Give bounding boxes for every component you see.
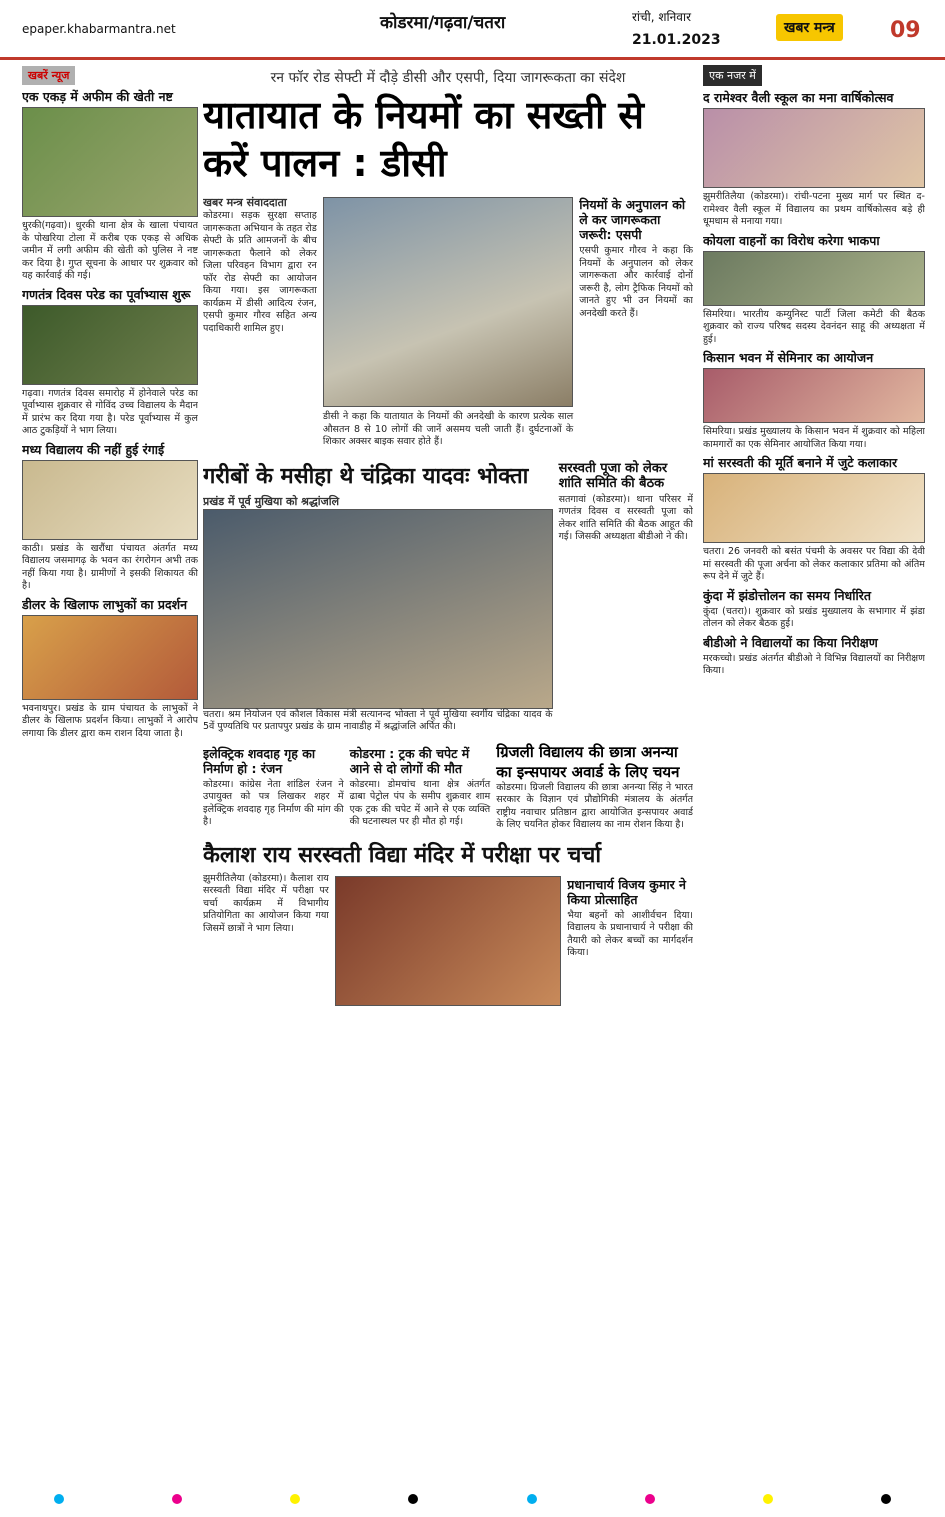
masthead xyxy=(0,0,945,60)
story-text: झुमरीतिलैया (कोडरमा)। कैलाश राय सरस्वती विद्या मंदिर में परीक्षा पर चर्चा कार्यक्रम में विभागीय प्रतियोगिता का आयोजन किया गया जिसमें छात्रों ने भाग लिया। xyxy=(203,872,329,934)
lead-headline[interactable]: यातायात के नियमों का सख्ती से करें पालन : डीसी xyxy=(203,93,644,185)
registration-dot xyxy=(290,1494,300,1504)
story-photo xyxy=(22,460,198,540)
registration-dot xyxy=(408,1494,418,1504)
registration-marks xyxy=(0,1489,945,1509)
story-text: डीसी ने कहा कि यातायात के नियमों की अनदेखी के कारण प्रत्येक साल औसतन 8 से 10 लोगों की जानें असमय चली जाती हैं। दुर्घटनाओं के शिकार अक्सर बाइक सवार होते हैं। xyxy=(322,411,574,447)
story-heading[interactable]: द रामेश्वर वैली स्कूल का मना वार्षिकोत्सव xyxy=(703,90,894,105)
story-text: सिमरिया। प्रखंड मुख्यालय के किसान भवन में शुक्रवार को महिला कामगारों का एक सेमिनार आयोजित किया गया। xyxy=(703,426,925,450)
registration-dot xyxy=(763,1494,773,1504)
edition-title: कोडरमा/गढ़वा/चतरा xyxy=(380,13,506,33)
story-heading[interactable]: डीलर के खिलाफ लाभुकों का प्रदर्शन xyxy=(22,596,188,612)
story-heading[interactable]: कुंदा में झंडोत्तोलन का समय निर्धारित xyxy=(703,587,871,603)
story-text: सिमरिया। भारतीय कम्युनिस्ट पार्टी जिला कमेटी की बैठक शुक्रवार को राज्य परिषद सदस्य देवनंदन साहू की अध्यक्षता में हुई। xyxy=(703,308,925,345)
story-text: गढ़वा। गणतंत्र दिवस समारोह में होनेवाले परेड का पूर्वाभ्यास शुक्रवार से गोविंद उच्च विद्यालय के मैदान में प्रारंभ कर दिया गया है। परेड पूर्वाभ्यास में कुल आठ टुकड़ियों ने भाग लिया। xyxy=(22,387,198,436)
story-photo xyxy=(203,509,553,709)
story-photo xyxy=(703,108,925,188)
city-day: रांची, शनिवार xyxy=(632,10,691,24)
story-heading[interactable]: किसान भवन में सेमिनार का आयोजन xyxy=(703,350,874,365)
registration-dot xyxy=(527,1494,537,1504)
story-text: मरकच्चो। प्रखंड अंतर्गत बीडीओ ने विभिन्न विद्यालयों का निरीक्षण किया। xyxy=(703,652,925,676)
story-text: कुंदा (चतरा)। शुक्रवार को प्रखंड मुख्यालय के सभागार में झंडा तोलन को लेकर बैठक हुई। xyxy=(703,605,925,629)
registration-dot xyxy=(645,1494,655,1504)
story-text: कोडरमा। डोमचांच थाना क्षेत्र अंतर्गत ढाबा पेट्रोल पंप के समीप शुक्रवार शाम एक ट्रक की चपेट में आने से एक व्यक्ति की घटनास्थल पर ही मौत हो गई। xyxy=(349,778,491,827)
story-text: काठी। प्रखंड के खरौंधा पंचायत अंतर्गत मध्य विद्यालय जसमागढ़ के भवन का रंगरोगन अभी तक नहीं किया गया है। ग्रामीणों ने इसकी शिकायत की है। xyxy=(22,542,198,591)
story-heading[interactable]: गरीबों के मसीहा थे चंद्रिका यादवः भोक्ता xyxy=(203,463,529,489)
story-heading[interactable]: कैलाश राय सरस्वती विद्या मंदिर में परीक्षा पर चर्चा xyxy=(203,842,602,868)
story-heading[interactable]: इलेक्ट्रिक शवदाह गृह का निर्माण हो : रंजन xyxy=(203,745,316,776)
brand-logo: खबर मन्त्र xyxy=(776,14,843,41)
story-heading[interactable]: कोडरमा : ट्रक की चपेट में आने से दो लोगों की मौत xyxy=(349,745,470,776)
issue-date: 21.01.2023 xyxy=(632,32,721,48)
story-photo xyxy=(335,876,561,1006)
section-label: खबरें न्यूज xyxy=(22,66,75,85)
story-subheading[interactable]: नियमों के अनुपालन को ले कर जागरूकता जरूरी: एसपी xyxy=(579,197,686,242)
story-text: धुरकी(गढ़वा)। धुरकी थाना क्षेत्र के खाला पंचायत के पोखरिया टोला में करीब एक एकड़ से अधिक जमीन में लगी अफीम की खेती को पुलिस ने नष्ट कर दिया है। गुप्त सूचना के आधार पर शुक्रवार को यह कार्रवाई की गई। xyxy=(22,220,198,281)
story-photo xyxy=(22,107,198,217)
story-heading[interactable]: मां सरस्वती की मूर्ति बनाने में जुटे कलाकार xyxy=(703,455,898,470)
byline: खबर मन्त्र संवाददाता xyxy=(203,196,287,209)
section-label: एक नजर में xyxy=(703,65,762,86)
story-heading[interactable]: बीडीओ ने विद्यालयों का किया निरीक्षण xyxy=(703,634,878,650)
story-photo xyxy=(703,473,925,543)
story-text: कोडरमा। ग्रिजली विद्यालय की छात्रा अनन्या सिंह ने भारत सरकार के विज्ञान एवं प्रौद्योगिकी मंत्रालय के अंतर्गत राष्ट्रीय नवाचार प्रतिष्ठान द्वारा आयोजित इन्सपायर अवार्ड के लिए चयनित होकर विद्यालय का नाम रोशन किया है। xyxy=(496,781,693,830)
story-heading[interactable]: सरस्वती पूजा को लेकर शांति समिति की बैठक xyxy=(558,460,668,491)
story-text: कोडरमा। कांग्रेस नेता शांडिल रंजन ने उपायुक्त को पत्र लिखकर शहर में इलेक्ट्रिक शवदाह गृह निर्माण की मांग की है। xyxy=(203,778,344,827)
story-text: चतरा। श्रम नियोजन एवं कौशल विकास मंत्री सत्यानन्द भोक्ता ने पूर्व मुखिया स्वर्गीय चंद्रिका यादव के 5वें पुण्यतिथि पर प्रतापपुर प्रखंड के ग्राम नावाडीह में श्रद्धांजलि अर्पित की। xyxy=(203,708,553,732)
story-text: भवनाथपुर। प्रखंड के ग्राम पंचायत के लाभुकों ने डीलर के खिलाफ प्रदर्शन किया। लाभुकों ने आरोप लगाया कि डीलर द्वारा कम राशन दिया जाता है। xyxy=(22,702,198,739)
story-photo xyxy=(703,251,925,306)
lead-photo xyxy=(323,197,573,407)
story-heading[interactable]: मध्य विद्यालय की नहीं हुई रंगाई xyxy=(22,441,165,457)
story-photo xyxy=(22,305,198,385)
story-heading[interactable]: एक एकड़ में अफीम की खेती नष्ट xyxy=(22,89,173,104)
story-subheading: प्रखंड में पूर्व मुखिया को श्रद्धांजलि xyxy=(203,494,340,508)
registration-dot xyxy=(54,1494,64,1504)
registration-dot xyxy=(172,1494,182,1504)
lead-kicker: रन फॉर रोड सेफ्टी में दौड़े डीसी और एसपी, दिया जागरूकता का संदेश xyxy=(270,70,626,86)
right-column xyxy=(703,64,925,678)
story-text: सतगावां (कोडरमा)। थाना परिसर में गणतंत्र दिवस व सरस्वती पूजा को लेकर शांति समिति की बैठक आहूत की गई। जिसकी अध्यक्षता बीडीओ ने की। xyxy=(558,493,693,542)
story-text: झुमरीतिलैया (कोडरमा)। रांची-पटना मुख्य मार्ग पर स्थित द-रामेश्वर वैली स्कूल में विद्यालय का प्रथम वार्षिकोत्सव बड़े ही धूमधाम से मनाया गया। xyxy=(703,191,925,227)
story-text: कोडरमा। सड़क सुरक्षा सप्ताह जागरूकता अभियान के तहत रोड सेफ्टी के प्रति आमजनों के बीच जागरूकता फैलाने को लेकर जिला परिवहन विभाग द्वारा रन फॉर रोड सेफ्टी का आयोजन किया गया। इस जागरूकता कार्यक्रम में डीसी आदित्य रंजन, एसपी कुमार गौरव सहित अन्य पदाधिकारी शामिल हुए। xyxy=(203,210,317,334)
story-text: भैया बहनों को आशीर्वचन दिया। विद्यालय के प्रधानाचार्य ने परीक्षा की तैयारी को लेकर बच्चों का मार्गदर्शन किया। xyxy=(567,909,693,958)
middle-column xyxy=(203,64,693,1009)
left-column xyxy=(22,64,198,740)
registration-dot xyxy=(881,1494,891,1504)
story-subheading[interactable]: प्रधानाचार्य विजय कुमार ने किया प्रोत्साहित xyxy=(567,876,686,907)
site-url[interactable]: epaper.khabarmantra.net xyxy=(22,22,176,36)
story-heading[interactable]: कोयला वाहनों का विरोध करेगा भाकपा xyxy=(703,232,880,248)
story-heading[interactable]: ग्रिजली विद्यालय की छात्रा अनन्या का इन्सपायर अवार्ड के लिए चयन xyxy=(496,742,680,781)
story-text: चतरा। 26 जनवरी को बसंत पंचमी के अवसर पर विद्या की देवी मां सरस्वती की पूजा अर्चना को लेकर कलाकार प्रतिमा को अंतिम रूप देने में जुटे हैं। xyxy=(703,546,925,582)
story-photo xyxy=(22,615,198,700)
story-text: एसपी कुमार गौरव ने कहा कि नियमों के अनुपालन को लेकर जागरूकता और कार्रवाई दोनों जरूरी है, लोग ट्रैफिक नियमों को जानते हुए भी उन नियमों का अनदेखी करते हैं। xyxy=(579,245,693,319)
story-photo xyxy=(703,368,925,423)
page-number: 09 xyxy=(890,18,921,43)
story-heading[interactable]: गणतंत्र दिवस परेड का पूर्वाभ्यास शुरू xyxy=(22,286,191,302)
